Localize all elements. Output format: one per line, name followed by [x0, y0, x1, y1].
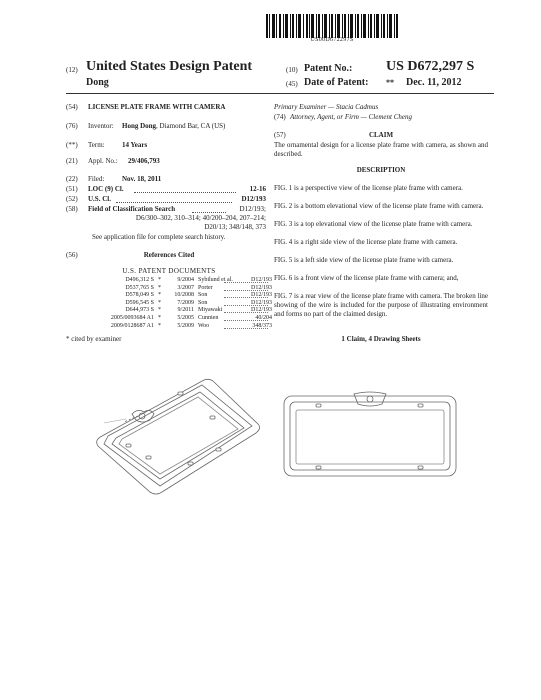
attorney: Attorney, Agent, or Firm — Clement Cheng	[290, 113, 412, 121]
code-45: (45)	[286, 80, 298, 88]
code-10: (10)	[286, 66, 298, 74]
header-rule	[66, 93, 494, 94]
code-52: (52)	[66, 195, 78, 203]
citation-date: 5/2005	[177, 315, 194, 321]
citation-name: Son	[198, 299, 208, 306]
desc-fig1: FIG. 1 is a perspective view of the license plate frame with camera.	[274, 184, 463, 192]
us-patent-documents-title: U.S. PATENT DOCUMENTS	[122, 267, 216, 275]
field-search-dots	[192, 206, 226, 213]
inventor-short: Dong	[86, 77, 109, 88]
citation-number: 2009/0128687 A1	[110, 322, 154, 329]
appl-no-value: 29/406,793	[128, 157, 160, 165]
citation-name: Son	[198, 292, 208, 299]
cited-by-examiner-note: * cited by examiner	[66, 335, 122, 343]
citation-date: 5/2009	[177, 322, 194, 329]
desc-fig4: FIG. 4 is a right side view of the license plate frame with camera.	[274, 238, 458, 246]
date-mark: **	[386, 78, 394, 87]
code-56: (56)	[66, 251, 78, 259]
claims-sheets-summary: 1 Claim, 4 Drawing Sheets	[341, 335, 421, 343]
citation-date: 9/2011	[177, 307, 194, 314]
citation-star: *	[158, 299, 161, 306]
citation-number: D537,765 S	[125, 284, 154, 291]
citation-class: D12/193	[251, 299, 272, 306]
field-search-label: Field of Classification Search	[88, 205, 176, 213]
code-76: (76)	[66, 122, 78, 130]
title-field: LICENSE PLATE FRAME WITH CAMERA	[88, 103, 226, 111]
citation-class: D12/193	[251, 277, 272, 283]
us-cl-dots	[116, 196, 232, 203]
filed-label: Filed:	[88, 175, 105, 183]
field-search-line3: D20/13; 348/148, 373	[204, 223, 266, 231]
inventor-label: Inventor:	[88, 122, 114, 130]
citation-name: Cunnien	[198, 315, 219, 321]
term-label: Term:	[88, 141, 105, 149]
date-of-patent-label: Date of Patent:	[304, 77, 369, 88]
citation-name: Porter	[198, 284, 213, 291]
perspective-view-drawing	[92, 378, 262, 498]
citation-star: *	[158, 322, 161, 329]
loc-label: LOC (9) Cl.	[88, 185, 124, 193]
barcode-text: US00D672297S	[310, 37, 354, 43]
code-term: (**)	[66, 141, 78, 149]
us-cl-label: U.S. Cl.	[88, 195, 111, 203]
code-21: (21)	[66, 157, 78, 165]
citation-star: *	[158, 277, 161, 283]
citation-class: 348/373	[252, 322, 272, 329]
code-12: (12)	[66, 66, 78, 74]
right-column	[274, 101, 488, 351]
field-search-line1: D12/193;	[239, 205, 266, 213]
claim-title: CLAIM	[368, 131, 394, 139]
code-51: (51)	[66, 185, 78, 193]
citation-name: Sybilund et al.	[198, 277, 233, 283]
code-57: (57)	[274, 131, 286, 139]
patent-date: Dec. 11, 2012	[406, 77, 462, 88]
citation-date: 7/2009	[177, 299, 194, 306]
code-22: (22)	[66, 175, 78, 183]
inventor-location: , Diamond Bar, CA (US)	[156, 122, 226, 130]
citation-number: 2005/0093684 A1	[110, 315, 154, 321]
desc-fig5: FIG. 5 is a left side view of the license plate frame with camera.	[274, 256, 454, 264]
description-title: DESCRIPTION	[356, 166, 406, 174]
doc-type-title: United States Design Patent	[86, 59, 253, 74]
loc-dots	[134, 186, 236, 193]
citation-date: 3/2007	[177, 284, 194, 291]
left-column	[66, 101, 272, 361]
code-74: (74)	[274, 113, 286, 121]
citation-class: D12/193	[251, 292, 272, 299]
front-view-drawing	[282, 392, 458, 478]
citation-star: *	[158, 315, 161, 321]
desc-fig2: FIG. 2 is a bottom elevational view of the license plate frame with camera.	[274, 202, 484, 210]
citation-number: D496,312 S	[125, 277, 154, 283]
citation-star: *	[158, 292, 161, 299]
citation-number: D644,973 S	[125, 307, 154, 314]
citation-name: Miyawaki	[198, 307, 223, 314]
desc-fig6: FIG. 6 is a front view of the license plate frame with camera; and,	[274, 274, 459, 282]
citation-class: 40/204	[255, 315, 272, 321]
code-58: (58)	[66, 205, 78, 213]
loc-value: 12-16	[249, 185, 266, 193]
code-54: (54)	[66, 103, 78, 111]
filed-value: Nov. 18, 2011	[122, 175, 162, 183]
citation-date: 9/2004	[177, 277, 194, 283]
references-cited-label: References Cited	[143, 251, 195, 259]
citation-star: *	[158, 284, 161, 291]
appl-no-label: Appl. No.:	[88, 157, 118, 165]
inventor-name: Hong Dong	[122, 122, 157, 130]
citation-number: D596,545 S	[125, 299, 154, 306]
patent-number: US D672,297 S	[386, 59, 475, 74]
barcode	[266, 14, 398, 38]
citation-number: D578,049 S	[125, 292, 154, 299]
patent-no-label: Patent No.:	[304, 63, 353, 74]
citation-class: D12/193	[251, 284, 272, 291]
term-value: 14 Years	[122, 141, 148, 149]
claim-text: The ornamental design for a license plate frame with camera, as shown and described.	[274, 141, 488, 158]
field-search-note: See application file for complete search history.	[92, 233, 226, 241]
citation-star: *	[158, 307, 161, 314]
field-search-line2: D6/300–302, 310–314; 40/200–204, 207–214;	[135, 214, 266, 222]
us-cl-value: D12/193	[241, 195, 266, 203]
citation-date: 10/2008	[174, 292, 194, 299]
desc-fig7: FIG. 7 is a rear view of the license plate frame with camera. The broken line showing of the wire is included for the purpose of illustrating environment and forms no part of the claimed design.	[274, 292, 488, 318]
citation-name: Woo	[198, 322, 210, 329]
citation-class: D12/193	[251, 307, 272, 314]
desc-fig3: FIG. 3 is a top elevational view of the license plate frame with camera.	[274, 220, 473, 228]
primary-examiner: Primary Examiner — Stacia Cadmus	[274, 103, 379, 111]
